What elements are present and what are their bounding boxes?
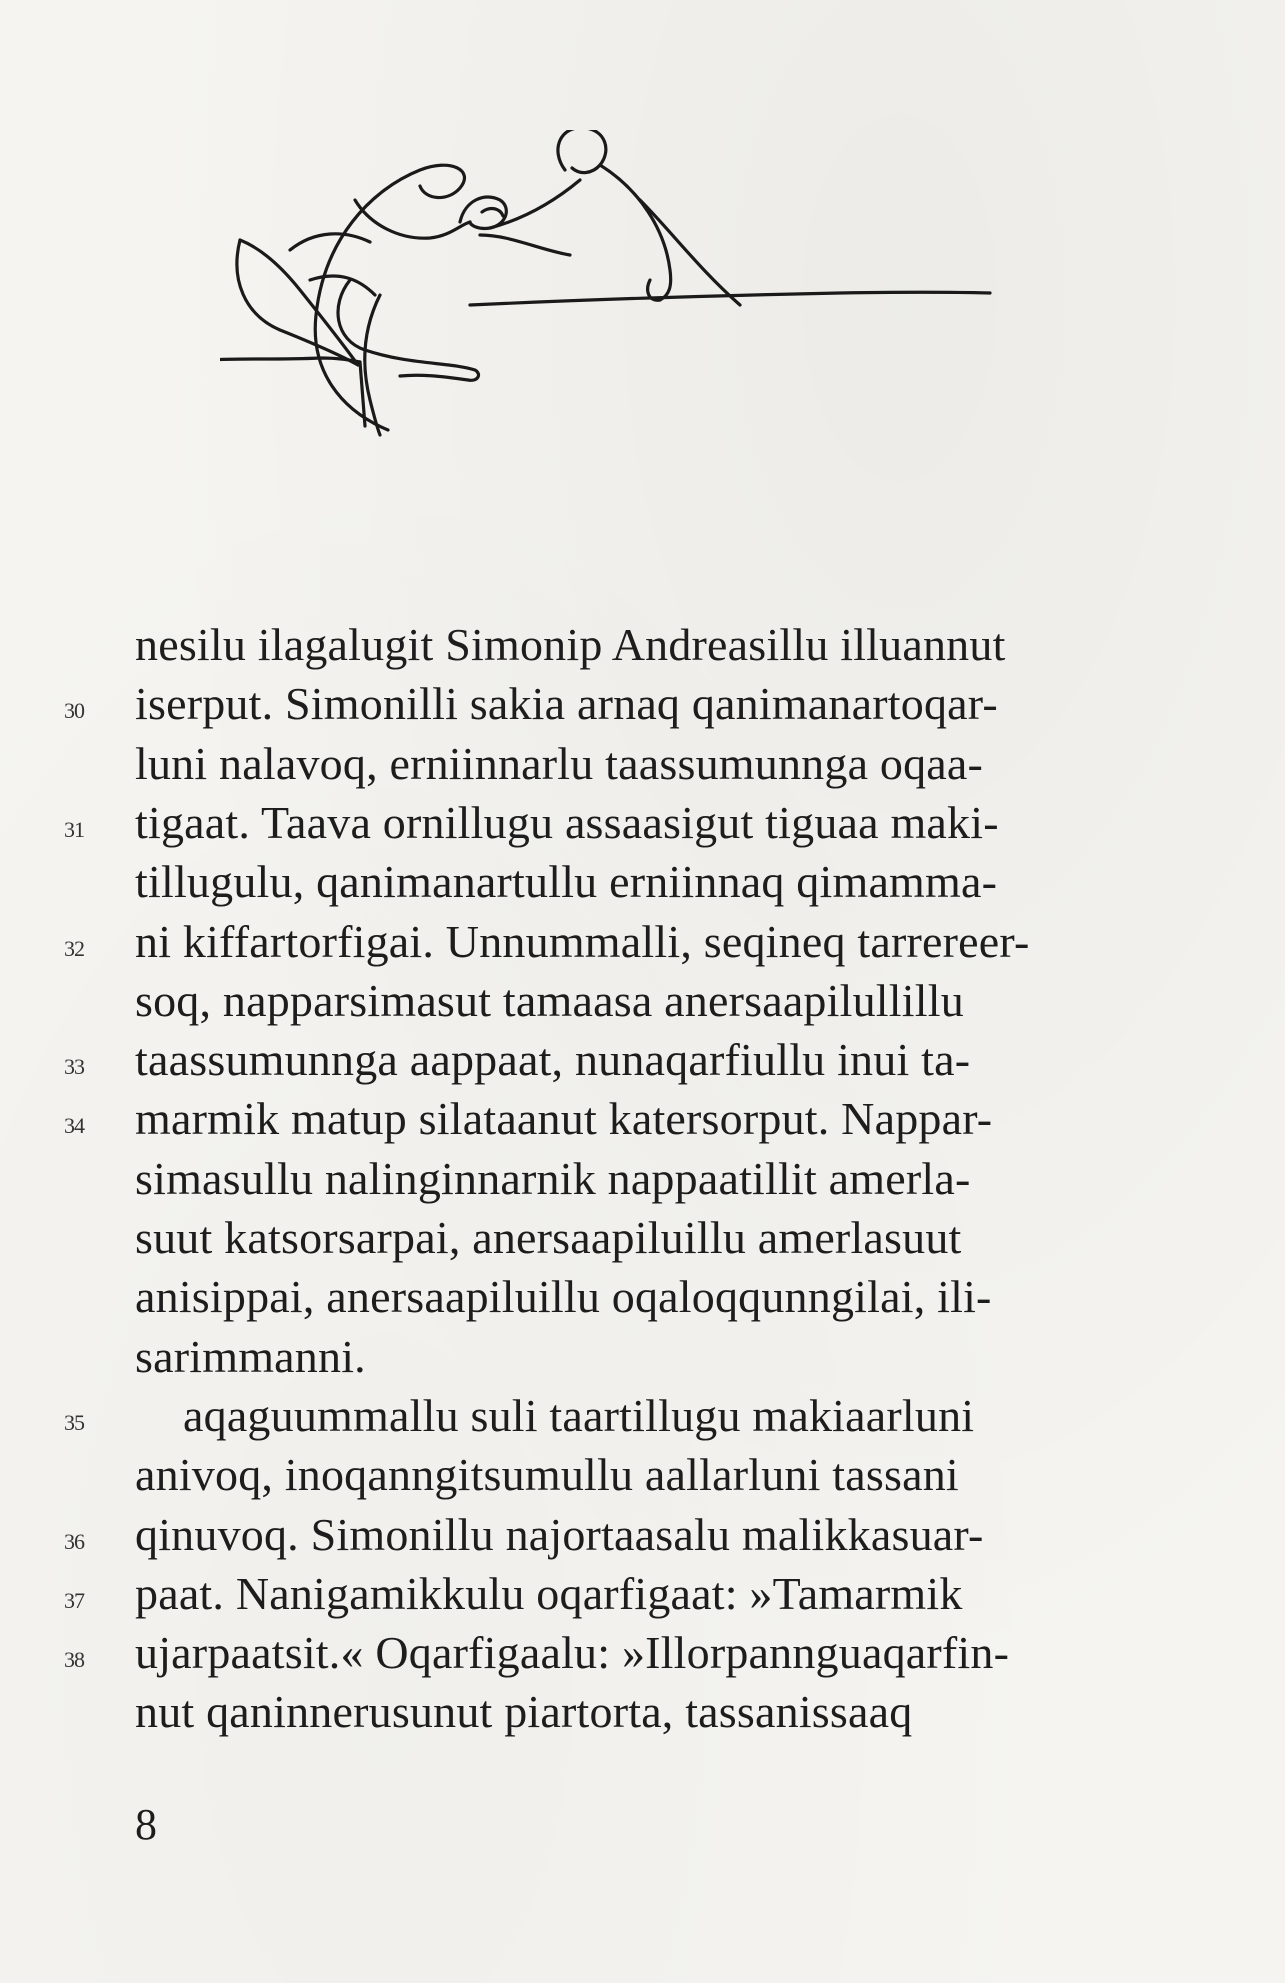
line-text: nesilu ilagalugit Simonip Andreasillu illuannut xyxy=(135,619,1006,670)
text-line xyxy=(0,1682,1285,1752)
line-text: ni kiffartorfigai. Unnummalli, seqineq tarrereer- xyxy=(135,915,1030,967)
line-text: soq, napparsimasut tamaasa anersaapilullillu xyxy=(135,974,964,1026)
line-drawing-illustration xyxy=(220,130,1070,550)
line-text: anisippai, anersaapiluillu oqaloqqunngilai, ili- xyxy=(135,1271,992,1323)
line-text: qinuvoq. Simonillu najortaasalu malikkasuar- xyxy=(135,1508,984,1560)
line-text: aqaguummallu suli taartillugu makiaarluni xyxy=(183,1389,975,1441)
line-text: tigaat. Taava ornillugu assaasigut tiguaa maki- xyxy=(135,796,999,848)
line-text: marmik matup silataanut katersorput. Nappar- xyxy=(135,1093,993,1145)
line-text: taassumunnga aappaat, nunaqarfiullu inui ta- xyxy=(135,1034,971,1086)
line-text: ujarpaatsit.« Oqarfigaalu: »Illorpannguaqarfin- xyxy=(135,1627,1010,1679)
verse-number: 30 xyxy=(64,698,84,724)
line-text: tillugulu, qanimanartullu erniinnaq qimamma- xyxy=(135,856,998,908)
line-text: paat. Nanigamikkulu oqarfigaat: »Tamarmik xyxy=(135,1567,963,1619)
verse-number: 37 xyxy=(64,1587,84,1613)
line-text: iserput. Simonilli sakia arnaq qanimanartoqar- xyxy=(135,678,998,730)
line-text: simasullu nalinginnarnik nappaatillit amerla- xyxy=(135,1152,971,1204)
line-text: suut katsorsarpai, anersaapiluillu amerlasuut xyxy=(135,1212,962,1263)
line-text: sarimmanni. xyxy=(135,1330,366,1382)
verse-number: 36 xyxy=(64,1528,84,1554)
verse-number: 34 xyxy=(64,1113,84,1139)
line-text: nut qaninnerusunut piartorta, tassanissaaq xyxy=(135,1686,913,1738)
verse-number: 35 xyxy=(64,1409,84,1435)
verse-number: 32 xyxy=(64,935,84,961)
verse-number: 38 xyxy=(64,1647,84,1673)
line-text: anivoq, inoqanngitsumullu aallarluni tassani xyxy=(135,1449,959,1501)
verse-number: 33 xyxy=(64,1054,84,1080)
page-number: 8 xyxy=(135,1800,157,1849)
verse-number: 31 xyxy=(64,816,84,842)
line-text: luni nalavoq, erniinnarlu taassumunnga oqaa- xyxy=(135,737,984,789)
